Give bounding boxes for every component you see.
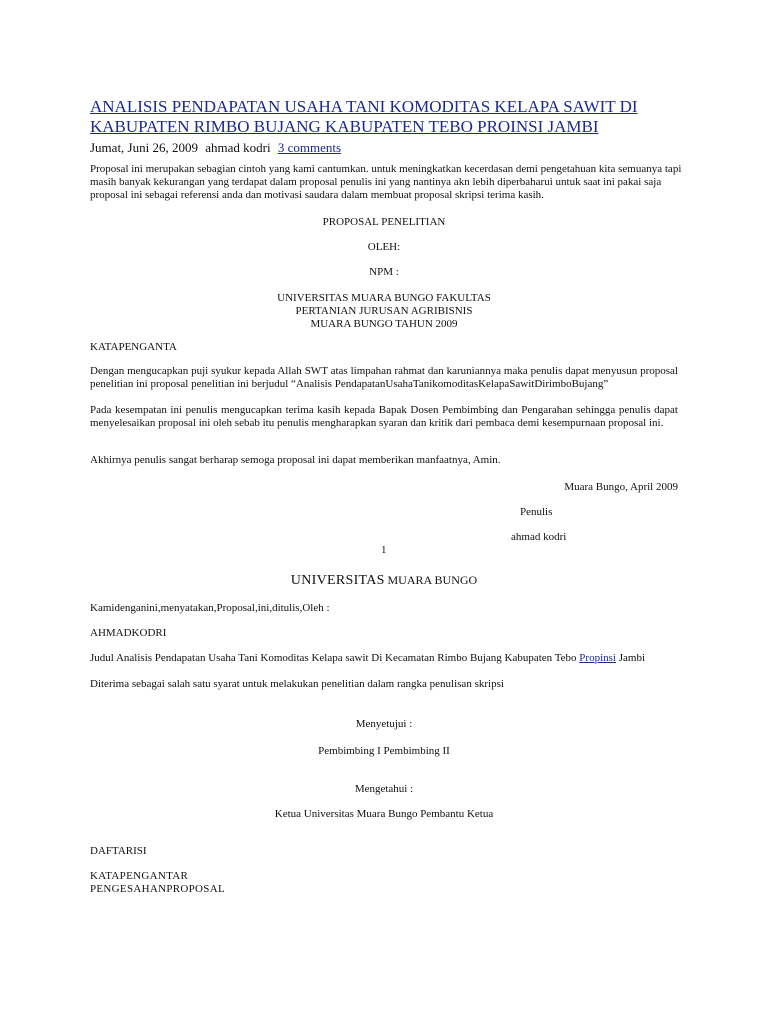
npm-label: NPM : bbox=[369, 266, 399, 278]
judul-line bbox=[90, 652, 678, 665]
toc-list bbox=[90, 870, 678, 896]
comments-link[interactable]: 3 comments bbox=[277, 140, 342, 155]
toc-heading: DAFTARISI bbox=[90, 845, 147, 857]
university-big: UNIVERSITAS bbox=[290, 573, 385, 588]
accepted-line: Diterima sebagai salah satu syarat untuk melakukan penelitian dalam rangka penulisan skripsi bbox=[90, 678, 504, 690]
preface-paragraph: Pada kesempatan ini penulis mengucapkan terima kasih kepada Bapak Dosen Pembimbing dan Pengarahan sehingga penulis dapat menyelesaikan proposal ini oleh sebab itu penulis mengharapkan syaran dan kritik dari pembaca demi kesempurnaan proposal ini. bbox=[90, 404, 678, 429]
judul-text-end: Jambi bbox=[618, 652, 646, 664]
institution-block bbox=[90, 292, 678, 331]
oleh-label: OLEH: bbox=[367, 241, 401, 253]
post-date: Jumat, Juni 26, 2009 bbox=[90, 140, 198, 155]
institution-line: PERTANIAN JURUSAN AGRIBISNIS bbox=[295, 305, 473, 317]
judul-text: Judul Analisis Pendapatan Usaha Tani Komoditas Kelapa sawit Di Kecamatan Rimbo Bujang Kabupaten Tebo bbox=[90, 652, 577, 664]
post-intro: Proposal ini merupakan sebagian cintoh yang kami cantumkan. untuk meningkatkan kecerdasan demi pengetahuan kita semuanya tapi masih banyak kekurangan yang terdapat dalam proposal penulis ini yang nantinya akn lebih diperbaharui untuk saat ini pakai saja proposal ini sebagai referensi anda dan motivasi saudara dalam membuat proposal skripsi terima kasih. bbox=[90, 163, 682, 201]
propinsi-link[interactable]: Propinsi bbox=[579, 652, 616, 664]
post-title[interactable]: ANALISIS PENDAPATAN USAHA TANI KOMODITAS KELAPA SAWIT DI KABUPATEN RIMBO BUJANG KABUPATEN TEBO PROINSI JAMBI bbox=[90, 97, 638, 136]
toc-item: PENGESAHANPROPOSAL bbox=[90, 883, 225, 895]
place-date: Muara Bungo, April 2009 bbox=[564, 481, 678, 493]
institution-line: UNIVERSITAS MUARA BUNGO FAKULTAS bbox=[277, 292, 491, 304]
mengetahui-label: Mengetahui : bbox=[354, 783, 414, 795]
preface-heading: KATAPENGANTA bbox=[90, 341, 177, 353]
pembimbing-label: Pembimbing I Pembimbing II bbox=[318, 745, 450, 757]
ketua-label: Ketua Universitas Muara Bungo Pembantu Ketua bbox=[274, 808, 494, 820]
post-meta bbox=[90, 140, 341, 156]
menyetujui-label: Menyetujui : bbox=[355, 718, 413, 730]
post-author: ahmad kodri bbox=[205, 140, 271, 155]
preface-paragraph: Akhirnya penulis sangat berharap semoga proposal ini dapat memberikan manfaatnya, Amin. bbox=[90, 454, 501, 466]
proposal-heading: PROPOSAL PENELITIAN bbox=[322, 216, 446, 228]
approval-statement: Kamidenganini,menyatakan,Proposal,ini,ditulis,Oleh : bbox=[90, 602, 330, 614]
toc-item: KATAPENGANTAR bbox=[90, 870, 189, 882]
preface-paragraph: Dengan mengucapkan puji syukur kepada Allah SWT atas limpahan rahmat dan karuniannya maka penulis dapat menyusun proposal penelitian ini proposal penelitian ini berjudul “Analisis PendapatanUsahaTanikomoditasKelapaSawitDirimboBujang” bbox=[90, 365, 678, 390]
university-small: MUARA BUNGO bbox=[387, 573, 478, 587]
author-name: AHMADKODRI bbox=[90, 627, 167, 639]
writer-label: Penulis bbox=[520, 506, 553, 518]
university-heading bbox=[90, 573, 678, 589]
institution-line: MUARA BUNGO TAHUN 2009 bbox=[310, 318, 458, 330]
page-number: 1 bbox=[381, 544, 387, 556]
writer-name: ahmad kodri bbox=[511, 531, 567, 543]
